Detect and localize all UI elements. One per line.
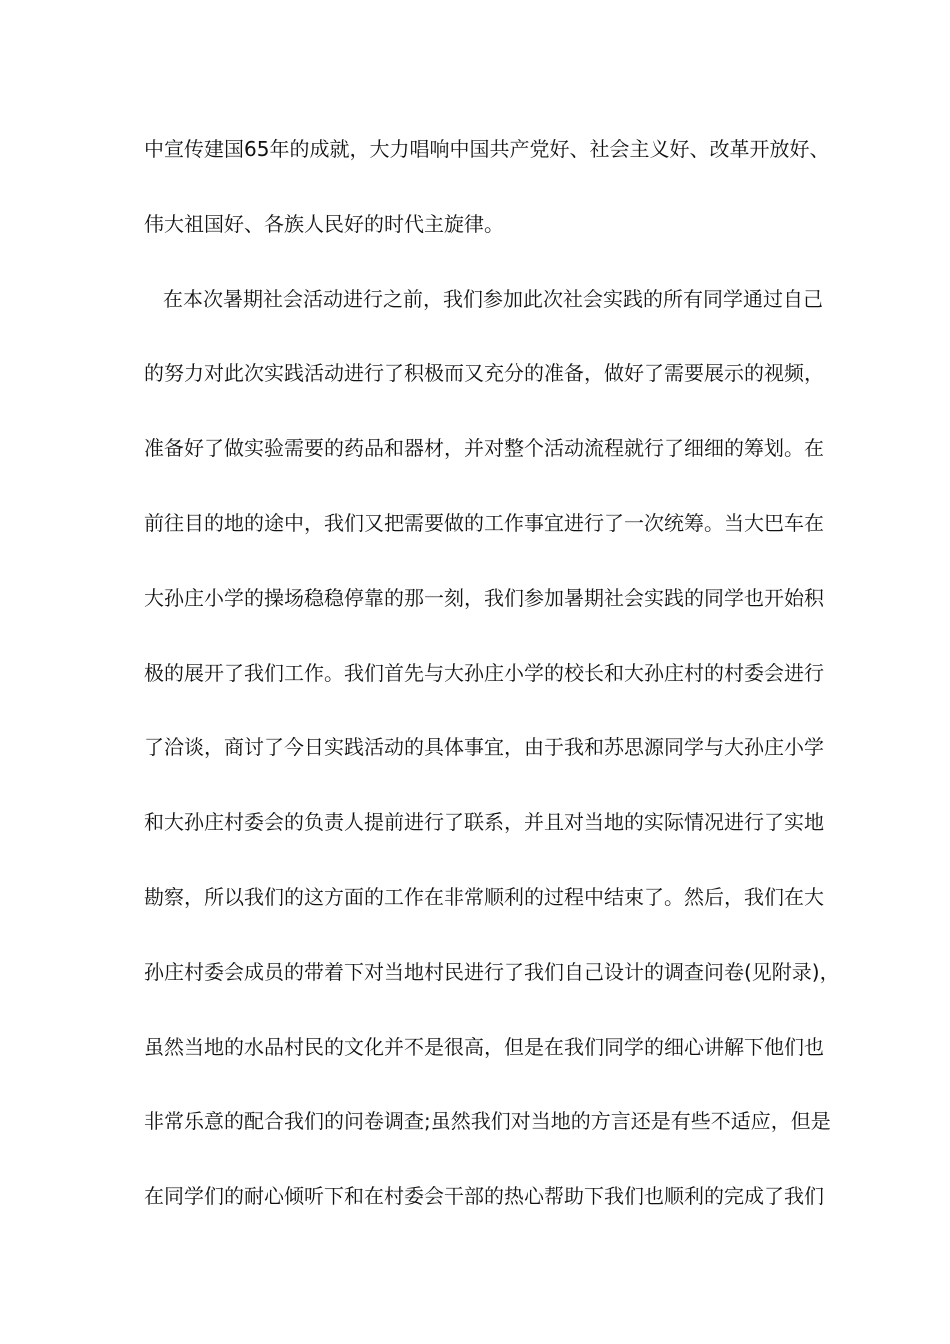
text-line: 勘察，所以我们的这方面的工作在非常顺利的过程中结束了。然后，我们在大 [144,884,824,909]
text-line: 孙庄村委会成员的带着下对当地村民进行了我们自己设计的调查问卷(见附录)， [144,959,840,984]
text-line: 伟大祖国好、各族人民好的时代主旋律。 [144,211,504,236]
text-line: 的努力对此次实践活动进行了积极而又充分的准备，做好了需要展示的视频， [144,361,824,386]
text-line: 极的展开了我们工作。我们首先与大孙庄小学的校长和大孙庄村的村委会进行 [144,660,824,685]
paragraph-first-line: 在本次暑期社会活动进行之前，我们参加此次社会实践的所有同学通过自己 [163,286,823,311]
text-line: 和大孙庄村委会的负责人提前进行了联系，并且对当地的实际情况进行了实地 [144,810,824,835]
body-text [144,122,840,1244]
text-line: 非常乐意的配合我们的问卷调查;虽然我们对当地的方言还是有些不适应，但是 [144,1109,831,1134]
text-line: 大孙庄小学的操场稳稳停靠的那一刻，我们参加暑期社会实践的同学也开始积 [144,585,824,610]
text-line: 准备好了做实验需要的药品和器材，并对整个活动流程就行了细细的筹划。在 [144,436,824,461]
text-line: 在同学们的耐心倾听下和在村委会干部的热心帮助下我们也顺利的完成了我们 [144,1184,824,1209]
text-line: 前往目的地的途中，我们又把需要做的工作事宜进行了一次统筹。当大巴车在 [144,510,824,535]
text-line: 虽然当地的水品村民的文化并不是很高，但是在我们同学的细心讲解下他们也 [144,1034,824,1059]
text-line: 中宣传建国65年的成就，大力唱响中国共产党好、社会主义好、改革开放好、 [144,137,830,161]
text-line: 了洽谈，商讨了今日实践活动的具体事宜，由于我和苏思源同学与大孙庄小学 [144,735,824,760]
